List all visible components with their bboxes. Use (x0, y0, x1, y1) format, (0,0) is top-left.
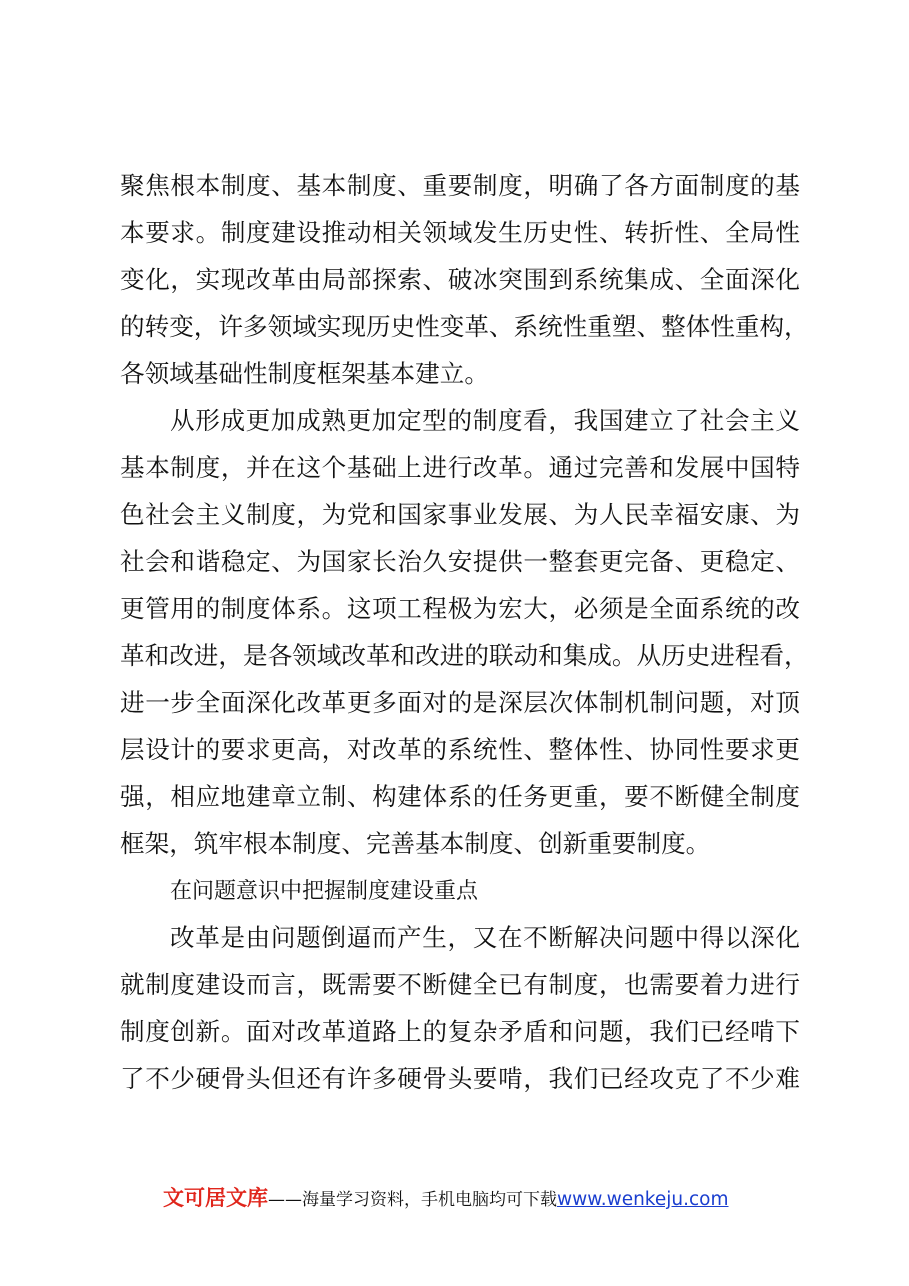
paragraph-1-line-4: 的转变，许多领域实现历史性变革、系统性重塑、整体性重构， (120, 312, 809, 341)
footer-brand: 文可居文库 (163, 1186, 268, 1210)
paragraph-3-line-4: 了不少硬骨头但还有许多硬骨头要啃，我们已经攻克了不少难 (120, 1064, 800, 1093)
paragraph-1-line-5: 各领域基础性制度框架基本建立。 (120, 359, 489, 388)
paragraph-2-line-4: 社会和谐稳定、为国家长治久安提供一整套更完备、更稳定、 (120, 547, 800, 576)
section-heading: 在问题意识中把握制度建设重点 (170, 879, 479, 904)
paragraph-2-line-10: 框架，筑牢根本制度、完善基本制度、创新重要制度。 (120, 829, 711, 858)
paragraph-2-line-8: 层设计的要求更高，对改革的系统性、整体性、协同性要求更 (120, 735, 800, 764)
footer-website-link[interactable]: www.wenkeju.com (557, 1189, 729, 1210)
paragraph-2-line-9: 强，相应地建章立制、构建体系的任务更重，要不断健全制度 (120, 782, 800, 811)
footer-tagline: ——海量学习资料，手机电脑均可下载 (268, 1190, 557, 1210)
paragraph-1-line-2: 本要求。制度建设推动相关领域发生历史性、转折性、全局性 (120, 218, 800, 247)
paragraph-1-line-3: 变化，实现改革由局部探索、破冰突围到系统集成、全面深化 (120, 265, 800, 294)
footer-banner (163, 1182, 729, 1212)
paragraph-3-line-2: 就制度建设而言，既需要不断健全已有制度，也需要着力进行 (120, 970, 800, 999)
paragraph-1-line-1: 聚焦根本制度、基本制度、重要制度，明确了各方面制度的基 (120, 171, 800, 200)
paragraph-2-line-2: 基本制度，并在这个基础上进行改革。通过完善和发展中国特 (120, 453, 800, 482)
paragraph-2-line-7: 进一步全面深化改革更多面对的是深层次体制机制问题，对顶 (120, 688, 800, 717)
paragraph-3-line-3: 制度创新。面对改革道路上的复杂矛盾和问题，我们已经啃下 (120, 1017, 800, 1046)
paragraph-2-line-5: 更管用的制度体系。这项工程极为宏大，必须是全面系统的改 (120, 594, 800, 623)
paragraph-2-line-1: 从形成更加成熟更加定型的制度看，我国建立了社会主义 (170, 406, 800, 435)
paragraph-3-line-1: 改革是由问题倒逼而产生，又在不断解决问题中得以深化 (170, 923, 800, 952)
paragraph-2-line-6: 革和改进，是各领域改革和改进的联动和集成。从历史进程看， (120, 641, 809, 670)
paragraph-2-line-3: 色社会主义制度，为党和国家事业发展、为人民幸福安康、为 (120, 500, 800, 529)
